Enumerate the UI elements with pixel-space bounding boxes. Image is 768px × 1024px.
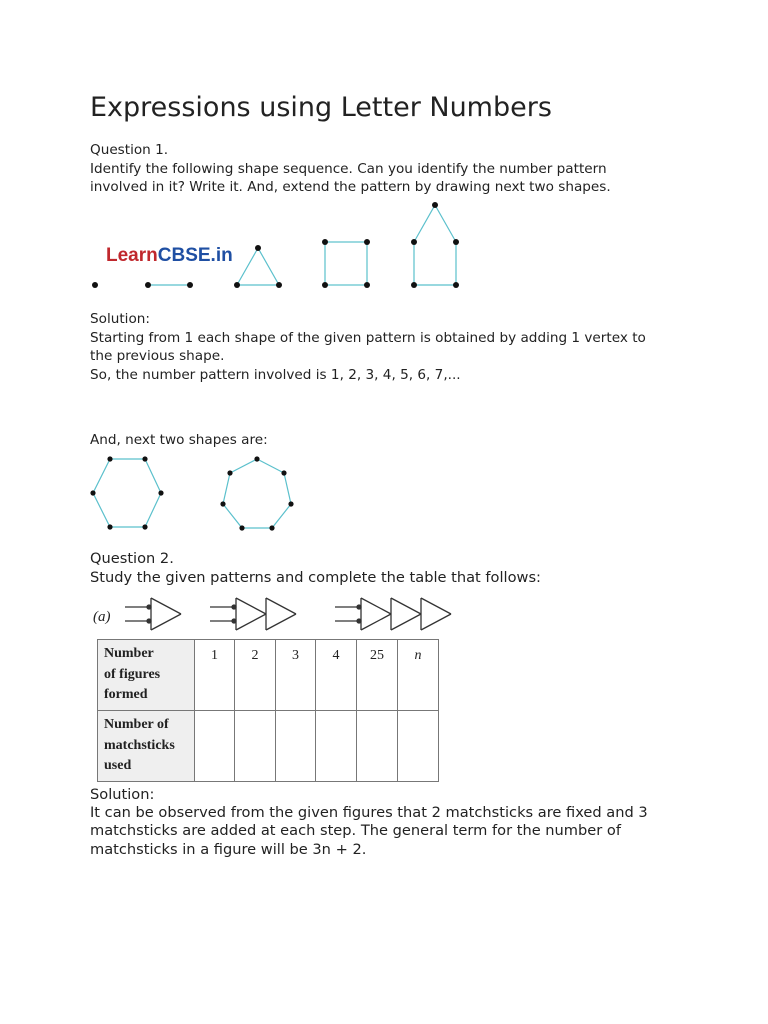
- matchstick: [236, 614, 266, 630]
- matchstick: [266, 598, 296, 614]
- table-cell-empty: [195, 711, 235, 782]
- q1-solution-line-1: Starting from 1 each shape of the given pattern is obtained by adding 1 vertex to: [90, 330, 646, 346]
- table-cell: 1: [195, 640, 235, 711]
- q2-solution-line-3: matchsticks in a figure will be 3n + 2.: [90, 841, 367, 858]
- row-header-matchsticks: Number of matchsticks used: [98, 711, 195, 782]
- next-shapes-text: And, next two shapes are:: [90, 432, 268, 448]
- page-title: Expressions using Letter Numbers: [90, 92, 552, 123]
- matchstick: [361, 614, 391, 630]
- table-cell-empty: [398, 711, 439, 782]
- matchstick: [151, 598, 181, 614]
- figure-label-a: (a): [93, 609, 111, 625]
- matchstick: [391, 614, 421, 630]
- q1-solution-label: Solution:: [90, 311, 150, 327]
- table-cell-empty: [235, 711, 276, 782]
- matchstick: [391, 598, 421, 614]
- matchstick-figures: [125, 598, 451, 630]
- table-cell: 2: [235, 640, 276, 711]
- q2-solution-label: Solution:: [90, 786, 155, 803]
- table-row-matchsticks: [98, 711, 439, 782]
- matchstick: [266, 614, 296, 630]
- table-cell: n: [398, 640, 439, 711]
- matchstick: [421, 614, 451, 630]
- table-row-figures: [98, 640, 439, 711]
- question-1-label: Question 1.: [90, 142, 169, 158]
- matchstick: [236, 598, 266, 614]
- table-cell: 25: [357, 640, 398, 711]
- question-1-text-line-1: Identify the following shape sequence. Can you identify the number pattern: [90, 161, 607, 177]
- table-cell-empty: [357, 711, 398, 782]
- question-1-text-line-2: involved in it? Write it. And, extend the pattern by drawing next two shapes.: [90, 179, 611, 195]
- matchstick: [361, 598, 391, 614]
- q2-solution-line-1: It can be observed from the given figures that 2 matchsticks are fixed and 3: [90, 804, 648, 821]
- q1-solution-line-3: So, the number pattern involved is 1, 2, 3, 4, 5, 6, 7,...: [90, 367, 461, 383]
- table-cell: 3: [276, 640, 316, 711]
- q2-solution-line-2: matchsticks are added at each step. The general term for the number of: [90, 822, 621, 839]
- table-cell-empty: [276, 711, 316, 782]
- learncbse-logo: LearnCBSE.in: [106, 245, 233, 266]
- table-cell: 4: [316, 640, 357, 711]
- table-cell-empty: [316, 711, 357, 782]
- matchstick: [421, 598, 451, 614]
- matchstick-table: [97, 639, 439, 782]
- matchstick: [151, 614, 181, 630]
- question-2-label: Question 2.: [90, 550, 174, 567]
- q1-solution-line-2: the previous shape.: [90, 348, 225, 364]
- row-header-figures: Number of figures formed: [98, 640, 195, 711]
- question-2-text: Study the given patterns and complete the table that follows:: [90, 569, 541, 586]
